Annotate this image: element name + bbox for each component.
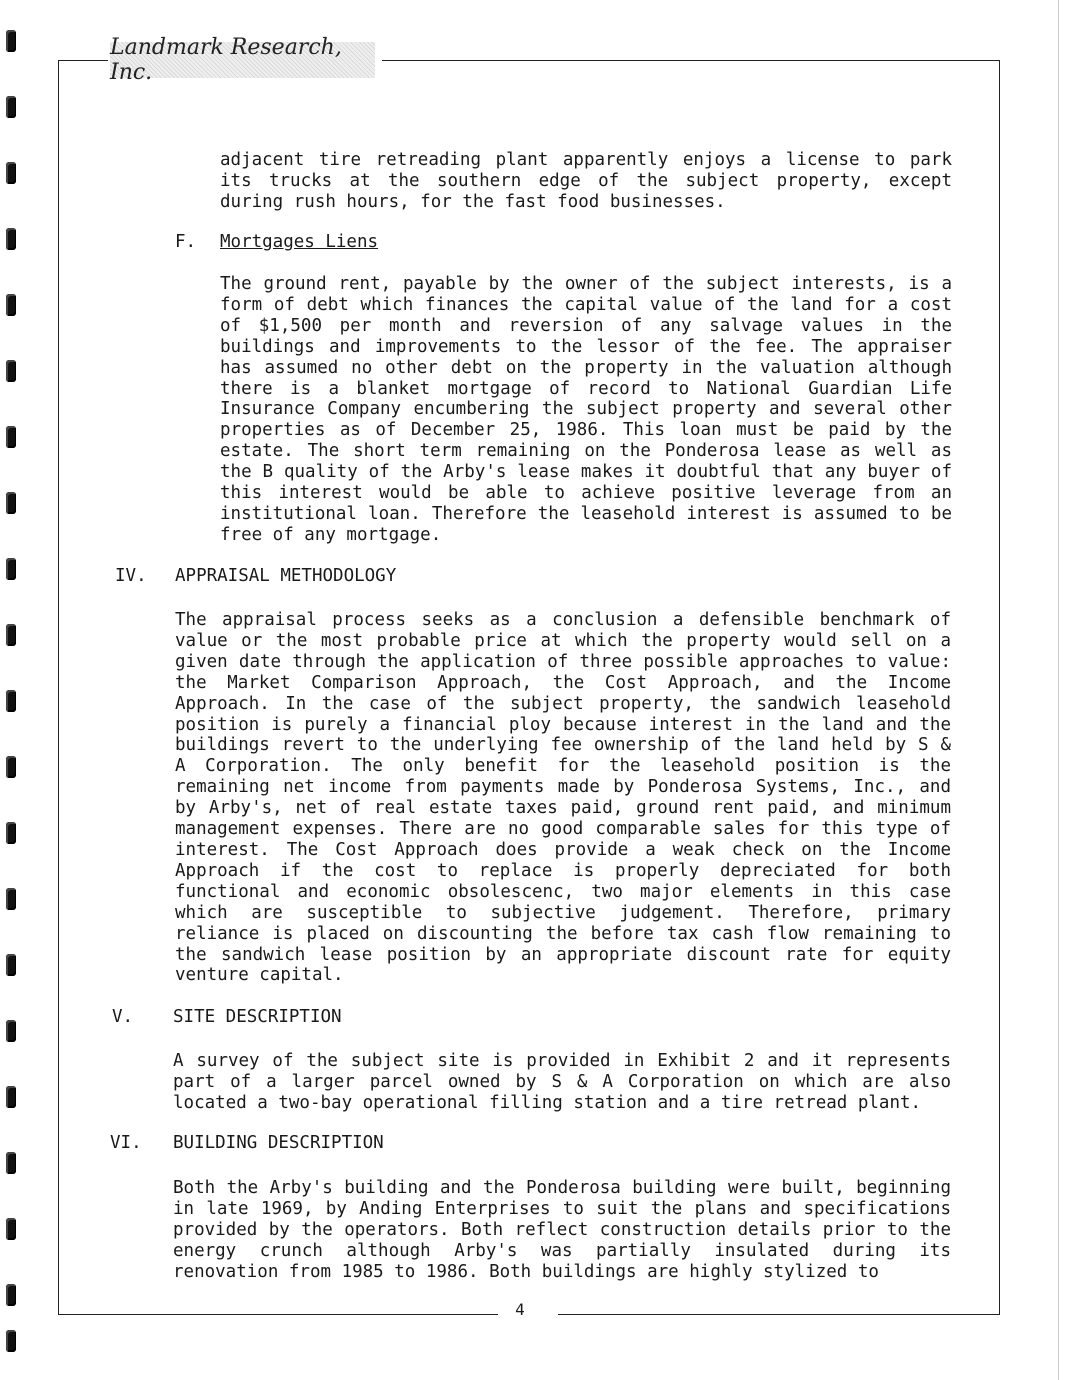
binding-hole [6,426,16,448]
intro-paragraph: adjacent tire retreading plant apparently enjoys a license to park its trucks at the southern edge of the subject property, except during rush hours, for the fast food businesses. [220,150,952,212]
binding-hole [6,1218,16,1240]
section-body: A survey of the subject site is provided in Exhibit 2 and it represents part of a larger parcel owned by S & A Corporation on which are also located a two-bay operational filling station and a tire retread plant. [173,1051,951,1113]
subsection-title: Mortgages Liens [220,232,379,252]
binding-hole [6,1330,16,1352]
binding-hole [6,888,16,910]
binding-hole [6,756,16,778]
logo-text: Landmark Research, Inc. [110,35,342,85]
binding-hole [6,954,16,976]
page-edge [1058,0,1059,1380]
binding-hole [6,690,16,712]
binding-hole [6,96,16,118]
frame-top-left-rule [58,60,108,61]
binding-hole [6,294,16,316]
binding-hole [6,360,16,382]
binding-hole [6,1086,16,1108]
section-number: VI. [110,1133,142,1153]
section-number: IV. [115,566,147,586]
binding-hole [6,1284,16,1306]
frame-bottom-left-rule [58,1314,498,1315]
section-body: The appraisal process seeks as a conclusion a defensible benchmark of value or the most probable price at which the property would sell on a given date through the application of three possible approaches to value: the Market Comparison Approach, the Cost Approach, and the Income Approach. In the case of the subject property, the sandwich leasehold position is purely a financial ploy because interest in the land and the buildings revert to the underlying fee ownership of the land held by S & A Corporation. The only benefit for the leasehold position is the remaining net income from payments made by Ponderosa Systems, Inc., and by Arby's, net of real estate taxes paid, ground rent paid, and minimum management expenses. There are no good comparable sales for this type of interest. The Cost Approach does provide a weak check on the Income Approach if the cost to replace is properly depreciated for both functional and economic obsolescenc, two major elements in this case which are susceptible to subjective judgement. Therefore, primary reliance is placed on discounting the before tax cash flow remaining to the sandwich lease position by an appropriate discount rate for equity venture capital. [175,610,951,986]
section-body: Both the Arby's building and the Ponderosa building were built, beginning in late 1969, by Anding Enterprises to suit the plans and specifications provided by the operators. Both reflect construction details prior to the energy crunch although Arby's was partially insulated during its renovation from 1985 to 1986. Both buildings are highly stylized to [173,1178,951,1282]
binding-hole [6,822,16,844]
frame-top-right-rule [382,60,1000,61]
binding-hole [6,1152,16,1174]
binding-hole [6,624,16,646]
binding-hole [6,30,16,52]
subsection-letter: F. [175,232,197,252]
binding-hole [6,492,16,514]
section-title: SITE DESCRIPTION [173,1007,342,1027]
binding-hole [6,558,16,580]
section-title: APPRAISAL METHODOLOGY [175,566,397,586]
subsection-body: The ground rent, payable by the owner of the subject interests, is a form of debt which finances the capital value of the land for a cost of $1,500 per month and reversion of any salvage values in the buildings and improvements to the lessor of the fee. The appraiser has assumed no other debt on the property in the valuation although there is a blanket mortgage of record to National Guardian Life Insurance Company encumbering the subject property and several other properties as of December 25, 1986. This loan must be paid by the estate. The short term remaining on the Ponderosa lease as well as the B quality of the Arby's lease makes it doubtful that any buyer of this interest would be able to achieve positive leverage from an institutional loan. Therefore the leasehold interest is assumed to be free of any mortgage. [220,274,952,545]
binding-hole [6,228,16,250]
company-logo [110,35,375,85]
section-number: V. [112,1007,134,1027]
binding-hole [6,1020,16,1042]
page-number: 4 [515,1300,525,1319]
binding-hole [6,162,16,184]
section-title: BUILDING DESCRIPTION [173,1133,384,1153]
frame-bottom-right-rule [558,1314,1000,1315]
